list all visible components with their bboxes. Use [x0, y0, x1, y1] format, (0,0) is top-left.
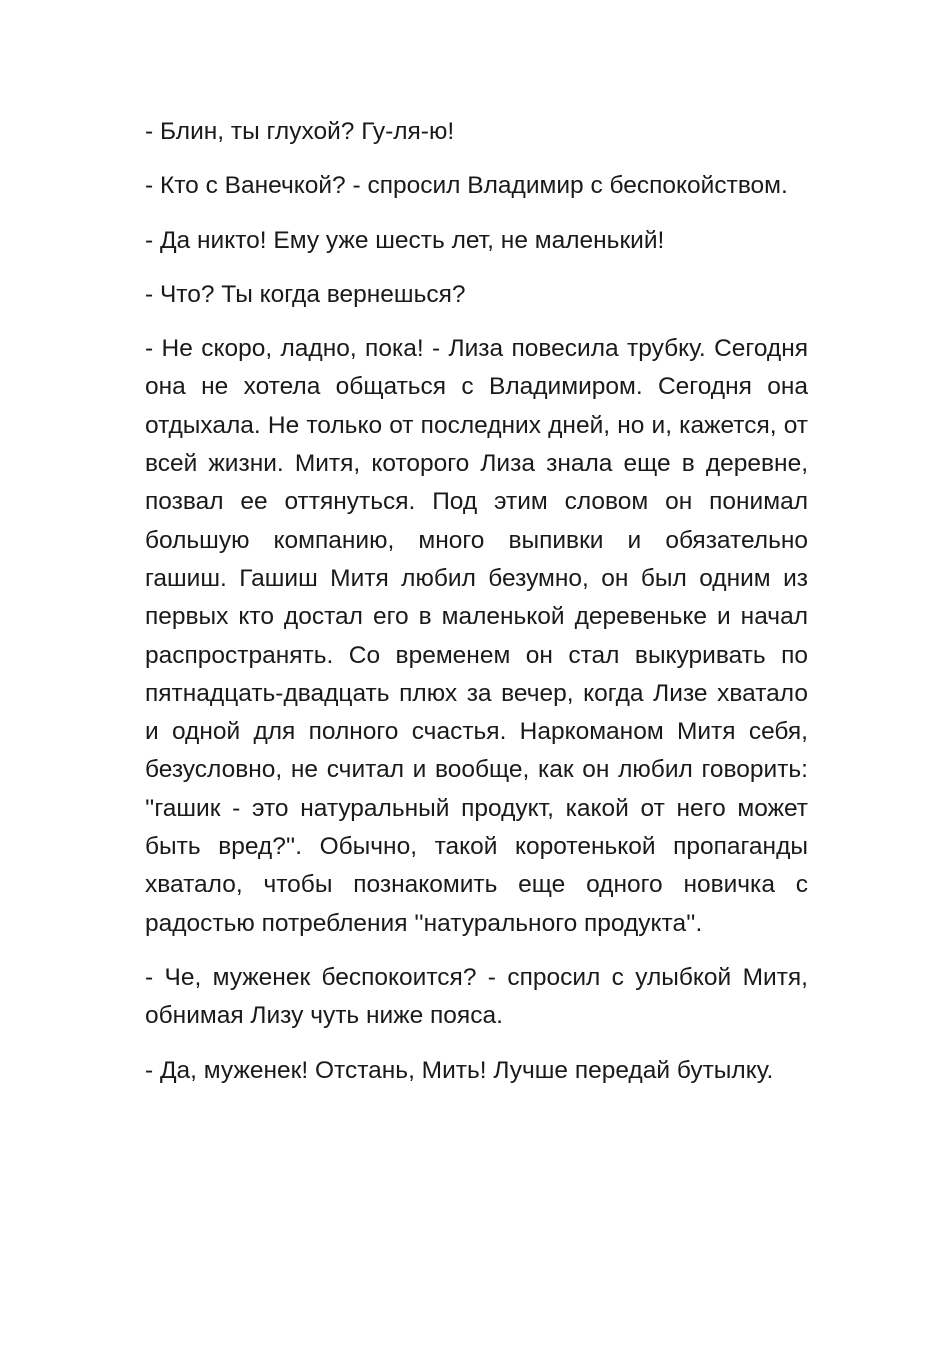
paragraph: - Не скоро, ладно, пока! - Лиза повесила трубку. Сегодня она не хотела общаться с Владимиром. Сегодня она отдыхала. Не только от последних дней, но и, кажется, от всей жизни. Митя, которого Лиза знала еще в деревне, позвал ее оттянуться. Под этим словом он понимал большую компанию, много выпивки и обязательно гашиш. Гашиш Митя любил безумно, он был одним из первых кто достал его в маленькой деревеньке и начал распространять. Со временем он стал выкуривать по пятнадцать-двадцать плюх за вечер, когда Лизе хватало и одной для полного счастья. Наркоманом Митя себя, безусловно, не считал и вообще, как он любил говорить: ''гашик - это натуральный продукт, какой от него может быть вред?''. Обычно, такой коротенькой пропаганды хватало, чтобы познакомить еще одного новичка с радостью потребления ''натурального продукта''.: [145, 335, 808, 937]
paragraph: - Да никто! Ему уже шесть лет, не маленький!: [145, 226, 665, 254]
document-body: [145, 113, 808, 1106]
paragraph: - Да, муженек! Отстань, Мить! Лучше передай бутылку.: [145, 1056, 774, 1084]
paragraph: - Кто с Ванечкой? - спросил Владимир с беспокойством.: [145, 172, 788, 200]
paragraph: - Че, муженек беспокоится? - спросил с улыбкой Митя, обнимая Лизу чуть ниже пояса.: [145, 963, 808, 1030]
paragraph: - Что? Ты когда вернешься?: [145, 280, 466, 308]
paragraph: - Блин, ты глухой? Гу-ля-ю!: [145, 118, 455, 145]
